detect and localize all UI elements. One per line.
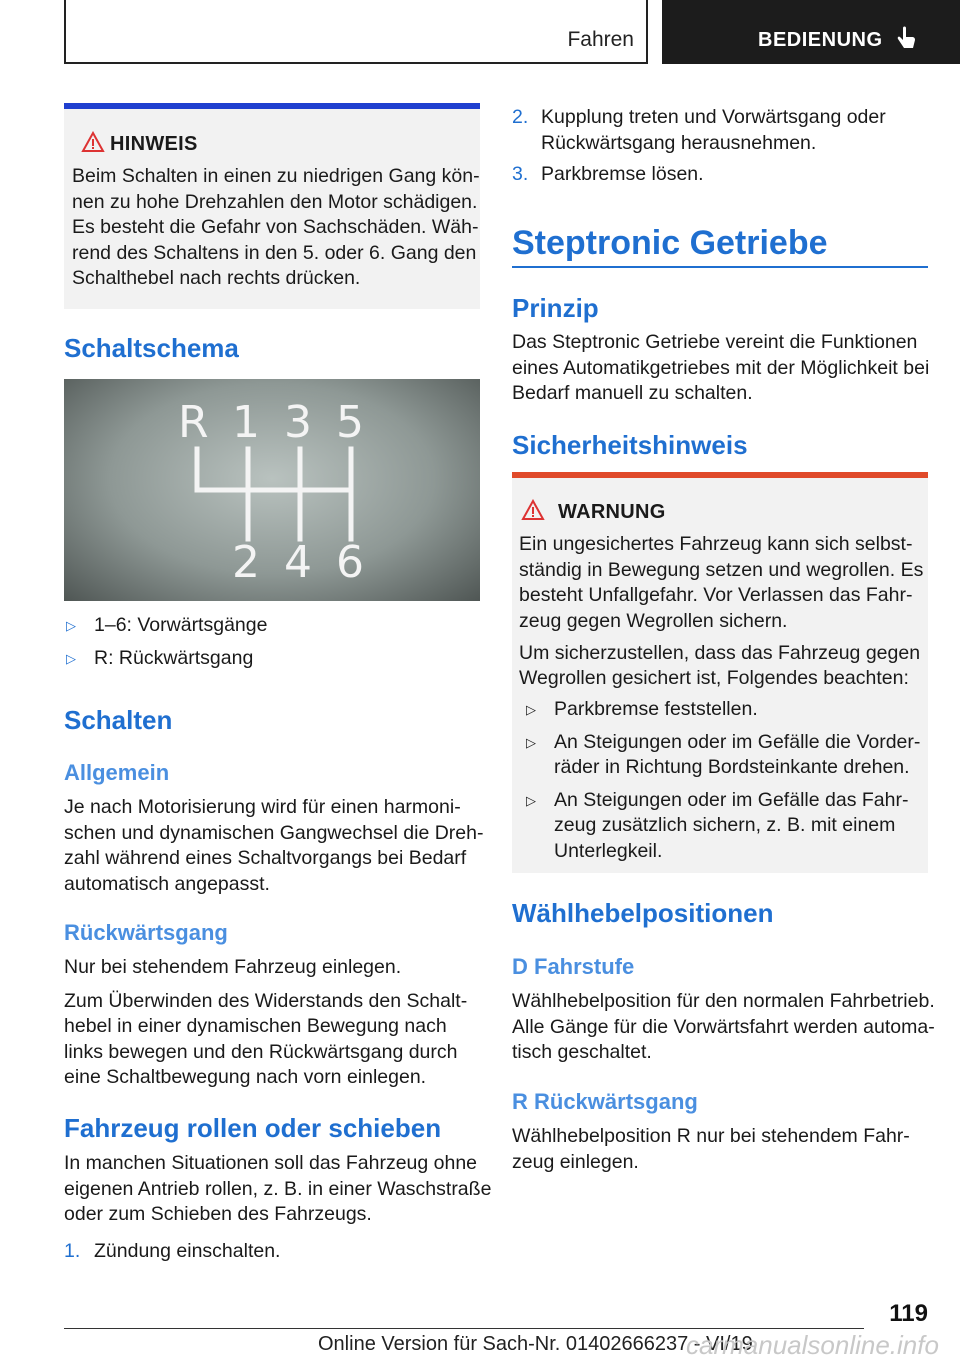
gear-label: R [178,397,209,448]
paragraph-line: oder zum Schieben des Fahrzeugs. [64,1203,372,1225]
gear-label: 2 [232,537,260,588]
step-number: 3. [512,163,529,185]
paragraph-line: Nur bei stehendem Fahrzeug einlegen. [64,956,402,978]
notice-box-bar [64,103,480,109]
notice-line: Es besteht die Gefahr von Sachschäden. Wäh- [72,216,479,238]
heading-rule [512,266,928,268]
footer-online-version: Online Version für Sach-Nr. 01402666237 - VI/19 [318,1333,753,1355]
notice-line: nen zu hohe Drehzahlen den Motor schädigen. [72,191,478,213]
step-number: 2. [512,106,529,128]
paragraph-line: eine Schaltbewegung nach vorn einlegen. [64,1066,427,1088]
notice-line: rend des Schaltens in den 5. oder 6. Gang den [72,242,477,264]
heading-fahrzeug-rollen: Fahrzeug rollen oder schieben [64,1113,442,1143]
paragraph-line: eines Automatikgetriebes mit der Möglichkeit bei [512,357,930,379]
step-text: Kupplung treten und Vorwärtsgang oder [541,106,886,128]
header-section-label: Fahren [567,28,634,51]
step-text: Zündung einschalten. [94,1240,281,1262]
heading-allgemein: Allgemein [64,760,170,785]
heading-waehlhebelpositionen: Wählhebelpositionen [512,898,774,928]
paragraph-line: eigenen Antrieb rollen, z. B. in einer Waschstraße [64,1178,492,1200]
paragraph-line: Wählhebelposition R nur bei stehendem Fahr- [512,1125,910,1147]
bullet-triangle-icon: ▷ [66,651,76,666]
step-text: Parkbremse lösen. [541,163,704,185]
warning-bullet: An Steigungen oder im Gefälle das Fahr- [554,789,909,811]
warning-bullet: zeug zusätzlich sichern, z. B. mit einem [554,814,896,836]
warning-line: ständig in Bewegung setzen und wegrollen. Es [519,559,924,581]
paragraph-line: Wählhebelposition für den normalen Fahrbetrieb. [512,990,935,1012]
gear-shift-diagram [64,379,480,601]
warning-triangle-icon [521,499,545,521]
warning-title: WARNUNG [558,501,666,523]
header-tab-label: BEDIENUNG [758,29,883,51]
warning-line: zeug gegen Wegrollen sichern. [519,610,788,632]
warning-bullet: An Steigungen oder im Gefälle die Vorder- [554,731,921,753]
watermark: carmanualsonline.info [686,1330,939,1360]
paragraph-line: tisch geschaltet. [512,1041,652,1063]
paragraph-line: Bedarf manuell zu schalten. [512,382,753,404]
heading-prinzip: Prinzip [512,293,599,323]
paragraph-line: zeug einlegen. [512,1151,639,1173]
paragraph-line: Zum Überwinden des Widerstands den Schalt- [64,990,468,1012]
warning-triangle-icon [81,131,105,153]
bullet-item: R: Rückwärtsgang [94,647,254,669]
warning-box-bar [512,472,928,478]
notice-line: Beim Schalten in einen zu niedrigen Gang kön- [72,165,480,187]
heading-r-rueckwaertsgang: R Rückwärtsgang [512,1089,698,1114]
bullet-triangle-icon: ▷ [526,702,536,717]
step-text: Rückwärtsgang herausnehmen. [541,132,817,154]
paragraph-line: zahl während eines Schaltvorgangs bei Bedarf [64,847,467,869]
heading-rueckwaertsgang: Rückwärtsgang [64,920,228,945]
heading-steptronic: Steptronic Getriebe [512,224,828,262]
paragraph-line: Alle Gänge für die Vorwärtsfahrt werden automa- [512,1016,935,1038]
step-number: 1. [64,1240,81,1262]
warning-bullet: räder in Richtung Bordsteinkante drehen. [554,756,910,778]
header-frame [64,0,648,64]
paragraph-line: schen und dynamischen Gangwechsel die Dreh- [64,822,484,844]
hand-pointer-icon [896,26,918,52]
header-tab[interactable] [662,0,960,64]
gear-label: 1 [232,397,260,448]
bullet-triangle-icon: ▷ [66,618,76,633]
notice-title: HINWEIS [110,133,198,155]
paragraph-line: automatisch angepasst. [64,873,270,895]
warning-line: Wegrollen gesichert ist, Folgendes beachten: [519,667,909,689]
gear-label: 3 [284,397,312,448]
paragraph-line: hebel in einer dynamischen Bewegung nach [64,1015,447,1037]
footer-rule [64,1328,864,1329]
gear-label: 5 [336,397,364,448]
bullet-item: 1–6: Vorwärtsgänge [94,614,268,636]
bullet-triangle-icon: ▷ [526,735,536,750]
warning-bullet: Parkbremse feststellen. [554,698,758,720]
paragraph-line: Je nach Motorisierung wird für einen harmoni- [64,796,461,818]
gear-pattern-graphic [64,379,480,601]
warning-bullet: Unterlegkeil. [554,840,663,862]
warning-line: besteht Unfallgefahr. Vor Verlassen das Fahr- [519,584,913,606]
warning-line: Um sicherzustellen, dass das Fahrzeug gegen [519,642,921,664]
paragraph-line: Das Steptronic Getriebe vereint die Funktionen [512,331,918,353]
paragraph-line: In manchen Situationen soll das Fahrzeug ohne [64,1152,478,1174]
gear-label: 6 [336,537,364,588]
gear-label: 4 [284,537,312,588]
paragraph-line: links bewegen und den Rückwärtsgang durch [64,1041,458,1063]
warning-line: Ein ungesichertes Fahrzeug kann sich selbst- [519,533,913,555]
heading-schaltschema: Schaltschema [64,333,239,363]
notice-line: Schalthebel nach rechts drücken. [72,267,361,289]
page-number: 119 [889,1300,928,1327]
heading-sicherheitshinweis: Sicherheitshinweis [512,430,748,460]
bullet-triangle-icon: ▷ [526,793,536,808]
heading-d-fahrstufe: D Fahrstufe [512,954,635,979]
heading-schalten: Schalten [64,705,173,735]
notice-box [64,103,480,309]
warning-box [512,472,928,873]
